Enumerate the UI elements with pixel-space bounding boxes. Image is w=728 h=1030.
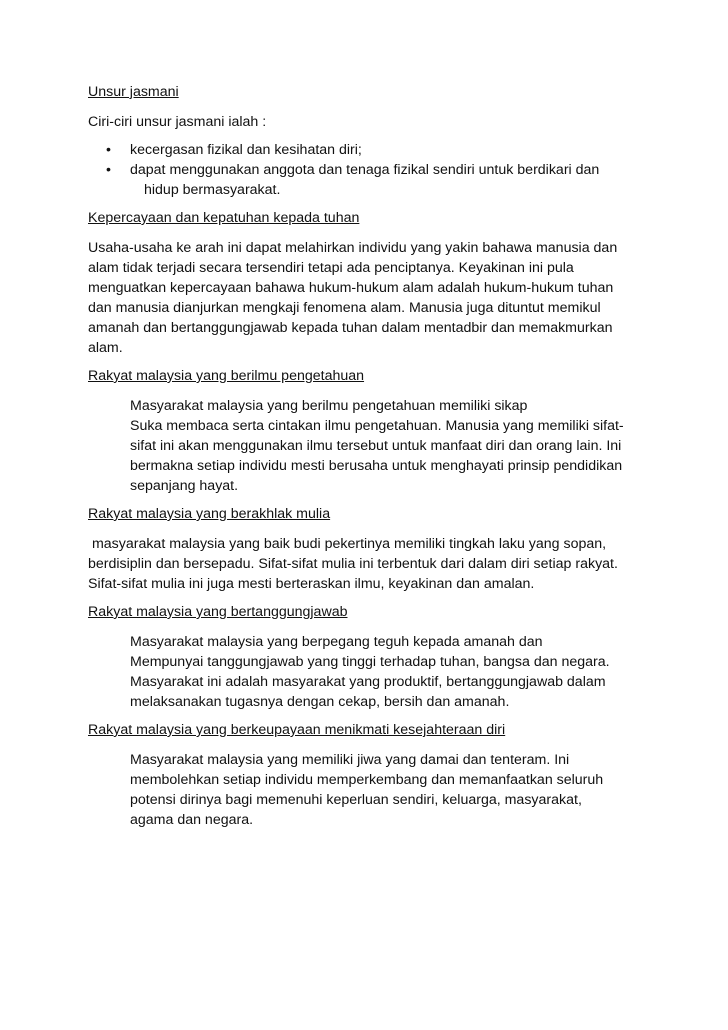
text-line: masyarakat malaysia yang baik budi pekertinya memiliki tingkah laku yang sopan, bbox=[88, 536, 607, 552]
text-line: berdisiplin dan bersepadu. Sifat-sifat mulia ini terbentuk dari dalam diri setiap rakyat. bbox=[88, 556, 618, 572]
intro-text: Ciri-ciri unsur jasmani ialah : bbox=[88, 114, 267, 130]
list-item bbox=[88, 140, 648, 160]
section-heading-berilmu: Rakyat malaysia yang berilmu pengetahuan bbox=[88, 368, 365, 384]
text-line: potensi dirinya bagi memenuhi keperluan sendiri, keluarga, masyarakat, bbox=[130, 792, 582, 808]
section-heading-berakhlak: Rakyat malaysia yang berakhlak mulia bbox=[88, 506, 331, 522]
text-line: alam. bbox=[88, 340, 123, 356]
document-page bbox=[88, 82, 648, 838]
text-line: Mempunyai tanggungjawab yang tinggi terhadap tuhan, bangsa dan negara. bbox=[130, 654, 610, 670]
section-heading-bertanggungjawab: Rakyat malaysia yang bertanggungjawab bbox=[88, 604, 348, 620]
text-line: Masyarakat malaysia yang berilmu pengetahuan memiliki sikap bbox=[130, 398, 528, 414]
paragraph-bertanggungjawab bbox=[130, 632, 648, 712]
text-line: Masyarakat malaysia yang berpegang teguh kepada amanah dan bbox=[130, 634, 543, 650]
list-item-text: dapat menggunakan anggota dan tenaga fizikal sendiri untuk berdikari dan bbox=[130, 162, 600, 178]
paragraph-kesejahteraan bbox=[130, 750, 648, 830]
paragraph-kepercayaan bbox=[88, 238, 648, 358]
list-item-continuation: hidup bermasyarakat. bbox=[144, 182, 281, 198]
bullet-icon: • bbox=[106, 162, 111, 178]
text-line: dan manusia dianjurkan mengkaji fenomena alam. Manusia juga dituntut memikul bbox=[88, 300, 601, 316]
list-item-text: kecergasan fizikal dan kesihatan diri; bbox=[130, 142, 362, 158]
section-heading-unsur-jasmani: Unsur jasmani bbox=[88, 84, 179, 100]
bullet-list bbox=[88, 140, 648, 200]
text-line: alam tidak terjadi secara tersendiri tetapi ada penciptanya. Keyakinan ini pula bbox=[88, 260, 574, 276]
text-line: Masyarakat malaysia yang memiliki jiwa yang damai dan tenteram. Ini bbox=[130, 752, 570, 768]
bullet-icon: • bbox=[106, 142, 111, 158]
section-heading-kepercayaan: Kepercayaan dan kepatuhan kepada tuhan bbox=[88, 210, 360, 226]
text-line: sepanjang hayat. bbox=[130, 478, 239, 494]
text-line: Usaha-usaha ke arah ini dapat melahirkan individu yang yakin bahawa manusia dan bbox=[88, 240, 618, 256]
paragraph-berakhlak bbox=[88, 534, 648, 594]
text-line: Sifat-sifat mulia ini juga mesti berteraskan ilmu, keyakinan dan amalan. bbox=[88, 576, 535, 592]
text-line: amanah dan bertanggungjawab kepada tuhan dalam mentadbir dan memakmurkan bbox=[88, 320, 613, 336]
text-line: menguatkan kepercayaan bahawa hukum-hukum alam adalah hukum-hukum tuhan bbox=[88, 280, 614, 296]
list-item bbox=[88, 160, 648, 200]
text-line: Suka membaca serta cintakan ilmu pengetahuan. Manusia yang memiliki sifat- bbox=[130, 418, 624, 434]
text-line: bermakna setiap individu mesti berusaha untuk menghayati prinsip pendidikan bbox=[130, 458, 623, 474]
text-line: melaksanakan tugasnya dengan cekap, bersih dan amanah. bbox=[130, 694, 510, 710]
paragraph-berilmu bbox=[130, 396, 648, 496]
text-line: Masyarakat ini adalah masyarakat yang produktif, bertanggungjawab dalam bbox=[130, 674, 606, 690]
text-line: agama dan negara. bbox=[130, 812, 254, 828]
text-line: membolehkan setiap individu memperkembang dan memanfaatkan seluruh bbox=[130, 772, 604, 788]
section-heading-kesejahteraan: Rakyat malaysia yang berkeupayaan menikmati kesejahteraan diri bbox=[88, 722, 506, 738]
text-line: sifat ini akan menggunakan ilmu tersebut untuk manfaat diri dan orang lain. Ini bbox=[130, 438, 622, 454]
